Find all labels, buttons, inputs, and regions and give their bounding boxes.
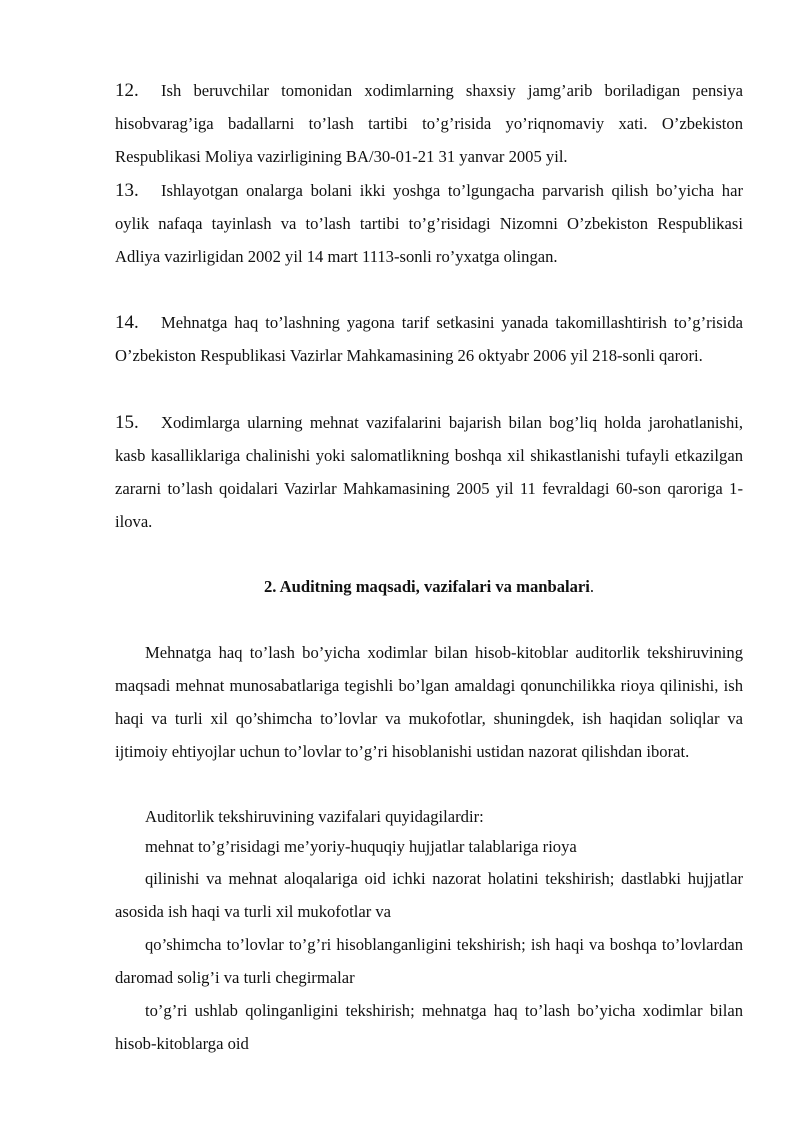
list-item-13 — [115, 174, 743, 273]
list-item-text: Xodimlarga ularning mehnat vazifalarini bajarish bilan bog’liq holda jarohatlanishi, kasb kasalliklariga chalinishi yoki salomatlikning boshqa xil shikastlanishi tufayli etkazilgan zararni to’lash qoidalari Vazirlar Mahkamasining 2005 yil 11 fevraldagi 60-son qaroriga 1-ilova. — [115, 413, 743, 531]
list-item-text: Ish beruvchilar tomonidan xodimlarning shaxsiy jamg’arib boriladigan pensiya hisobvarag’iga badallarni to’lash tartibi to’g’risida yo’riqnomaviy xati. O’zbekiston Respublikasi Moliya vazirligining BA/30-01-21 31 yanvar 2005 yil. — [115, 81, 743, 166]
list-item-text: Mehnatga haq to’lashning yagona tarif setkasini yanada takomillashtirish to’g’risida O’zbekiston Respublikasi Vazirlar Mahkamasining 26 oktyabr 2006 yil 218-sonli qarori. — [115, 313, 743, 365]
list-item-15 — [115, 406, 743, 538]
body-paragraph-tasks-intro: Auditorlik tekshiruvining vazifalari quyidagilardir: — [145, 807, 484, 826]
body-paragraph-task-1: mehnat to’g’risidagi me’yoriy-huquqiy hujjatlar talablariga rioya — [145, 837, 577, 856]
section-heading-dot: . — [589, 577, 595, 596]
list-number: 14. — [115, 312, 139, 333]
list-item-text: Ishlayotgan onalarga bolani ikki yoshga to’lgungacha parvarish qilish bo’yicha har oylik nafaqa tayinlash va to’lash tartibi to’g’risidagi Nizomni O’zbekiston Respublikasi Adliya vazirligidan 2002 yil 14 mart 1113-sonli ro’yxatga olingan. — [115, 181, 743, 266]
list-number: 13. — [115, 180, 139, 201]
section-heading — [115, 570, 743, 603]
list-item-14 — [115, 306, 743, 372]
list-number: 12. — [115, 80, 139, 101]
section-heading-text: 2. Auditning maqsadi, vazifalari va manbalari — [263, 577, 590, 596]
body-paragraph-task-3: qo’shimcha to’lovlar to’g’ri hisoblanganligini tekshirish; ish haqi va boshqa to’lovlardan daromad solig’i va turli chegirmalar — [115, 935, 743, 987]
list-number: 15. — [115, 412, 139, 433]
body-paragraph-task-4: to’g’ri ushlab qolinganligini tekshirish; mehnatga haq to’lash bo’yicha xodimlar bilan hisob-kitoblarga oid — [115, 1001, 743, 1053]
list-item-12 — [115, 74, 743, 173]
body-paragraph-task-2: qilinishi va mehnat aloqalariga oid ichki nazorat holatini tekshirish; dastlabki hujjatlar asosida ish haqi va turli xil mukofotlar va — [115, 869, 743, 921]
body-paragraph-goal: Mehnatga haq to’lash bo’yicha xodimlar bilan hisob-kitoblar auditorlik tekshiruvining maqsadi mehnat munosabatlariga tegishli bo’lgan amaldagi qonunchilikka rioya qilinishi, ish haqi va turli xil qo’shimcha to’lovlar va mukofotlar, shuningdek, ish haqidan soliqlar va ijtimoiy ehtiyojlar uchun to’lovlar to’g’ri hisoblanishi ustidan nazorat qilishdan iborat. — [115, 643, 743, 761]
